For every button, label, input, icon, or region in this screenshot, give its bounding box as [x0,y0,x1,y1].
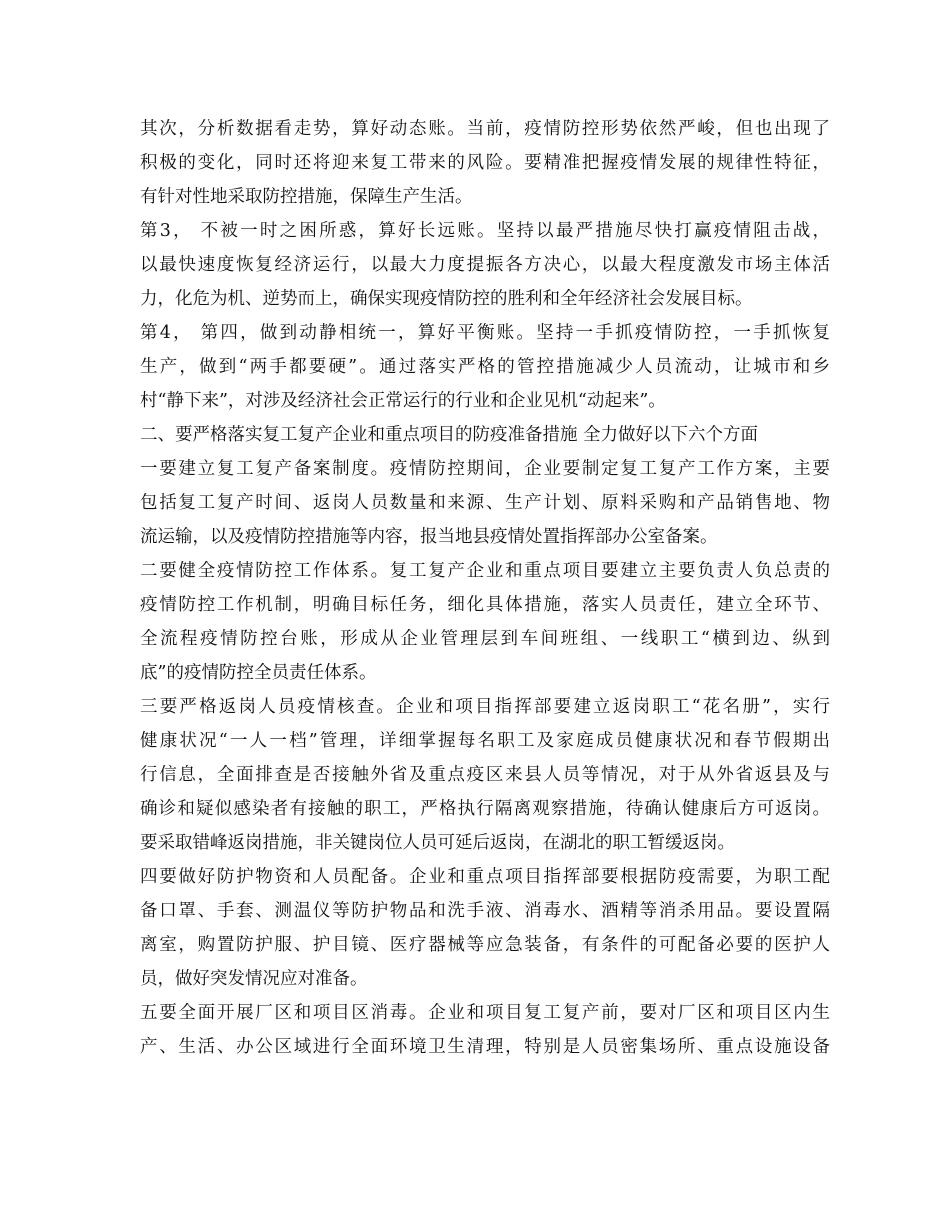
text-line: 确诊和疑似感染者有接触的职工，严格执行隔离观察措施，待确认健康后方可返岗。 [140,799,830,819]
text-line: 备口罩、手套、测温仪等防护物品和洗手液、消毒水、酒精等消杀用品。要设置隔 [140,901,830,921]
text-line: 生产，做到“两手都要硬”。通过落实严格的管控措施减少人员流动，让城市和乡 [140,357,830,377]
text-line: 行信息，全面排查是否接触外省及重点疫区来县人员等情况，对于从外省返县及与 [140,765,830,785]
text-line: 健康状况“一人一档”管理，详细掌握每名职工及家庭成员健康状况和春节假期出 [140,731,830,751]
text-line: 离室，购置防护服、护目镜、医疗器械等应急装备，有条件的可配备必要的医护人 [140,935,830,955]
text-line: 积极的变化，同时还将迎来复工带来的风险。要精准把握疫情发展的规律性特征， [140,153,830,173]
text-line: 要采取错峰返岗措施，非关键岗位人员可延后返岗，在湖北的职工暂缓返岗。 [140,833,735,853]
text-line: 有针对性地采取防控措施，保障生产生活。 [140,187,473,207]
text-line: 以最快速度恢复经济运行，以最大力度提振各方决心，以最大程度激发市场主体活 [140,255,830,275]
document-body [140,112,830,1064]
text-line: 底”的疫情防控全员责任体系。 [140,663,377,683]
text-line: 五要全面开展厂区和项目区消毒。企业和项目复工复产前，要对厂区和项目区内生 [140,1003,830,1023]
text-line: 第4， 第四，做到动静相统一，算好平衡账。坚持一手抓疫情防控，一手抓恢复 [140,323,830,343]
text-line: 一要建立复工复产备案制度。疫情防控期间，企业要制定复工复产工作方案，主要 [140,459,830,479]
text-line: 力，化危为机、逆势而上，确保实现疫情防控的胜利和全年经济社会发展目标。 [140,289,753,309]
text-line: 全流程疫情防控台账，形成从企业管理层到车间班组、一线职工“横到边、纵到 [140,629,830,649]
text-line: 疫情防控工作机制，明确目标任务，细化具体措施，落实人员责任，建立全环节、 [140,595,830,615]
text-line: 二要健全疫情防控工作体系。复工复产企业和重点项目要建立主要负责人负总责的 [140,561,830,581]
text-line: 第3， 不被一时之困所惑，算好长远账。坚持以最严措施尽快打赢疫情阻击战， [140,221,830,241]
text-line: 村“静下来”，对涉及经济社会正常运行的行业和企业见机“动起来”。 [140,391,666,411]
text-line: 包括复工复产时间、返岗人员数量和来源、生产计划、原料采购和产品销售地、物 [140,493,830,513]
text-line: 其次，分析数据看走势，算好动态账。当前，疫情防控形势依然严峻，但也出现了 [140,119,830,139]
text-line: 员，做好突发情况应对准备。 [140,969,368,989]
text-line: 流运输，以及疫情防控措施等内容，报当地县疫情处置指挥部办公室备案。 [140,527,718,547]
text-line: 产、生活、办公区域进行全面环境卫生清理，特别是人员密集场所、重点设施设备 [140,1037,830,1057]
text-line: 二、要严格落实复工复产企业和重点项目的防疫准备措施 全力做好以下六个方面 [140,425,759,445]
text-line: 四要做好防护物资和人员配备。企业和重点项目指挥部要根据防疫需要，为职工配 [140,867,830,887]
text-line: 三要严格返岗人员疫情核查。企业和项目指挥部要建立返岗职工“花名册”，实行 [140,697,830,717]
